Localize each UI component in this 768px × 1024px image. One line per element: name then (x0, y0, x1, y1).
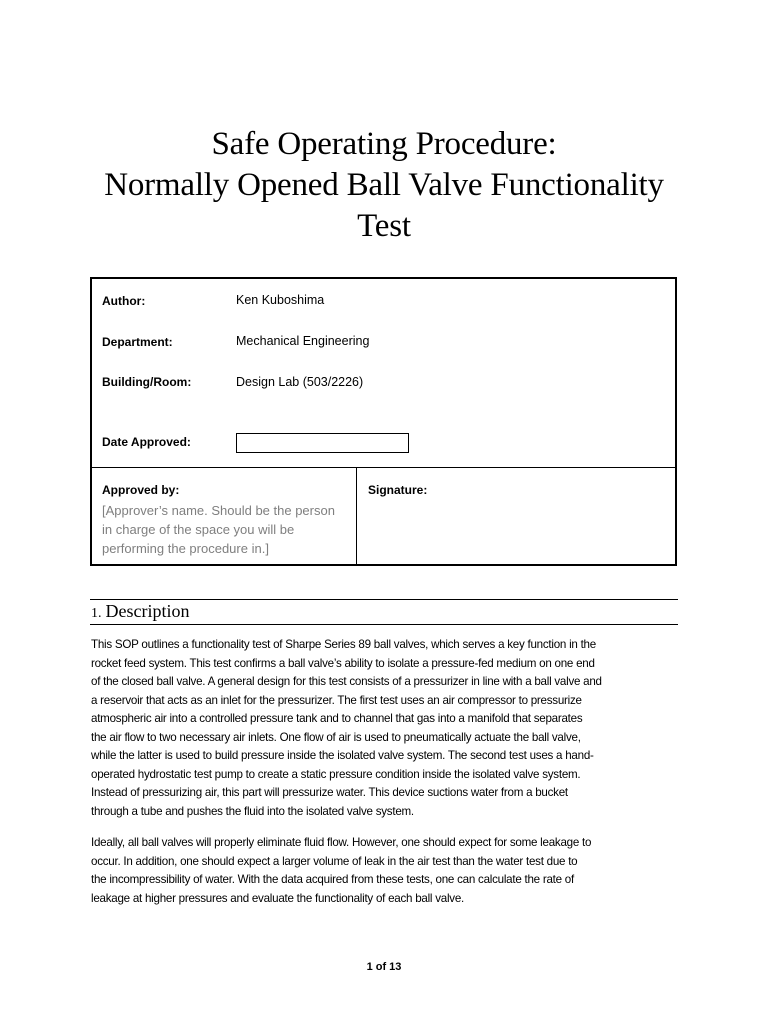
paragraph-line: This SOP outlines a functionality test of Sharpe Series 89 ball valves, which serves a key function in the (91, 638, 596, 651)
author-value: Ken Kuboshima (236, 293, 325, 307)
paragraph-line: a reservoir that acts as an inlet for the pressurizer. The first test uses an air compressor to pressurize (91, 693, 582, 707)
title-line: Test (357, 208, 411, 244)
document-title (0, 124, 768, 247)
paragraph-line: through a tube and pushes the fluid into the isolated valve system. (91, 804, 414, 818)
paragraph-line: while the latter is used to build pressure inside the isolated valve system. The second test uses a hand- (91, 749, 594, 762)
page-number: 1 of 13 (366, 961, 402, 973)
section-number: 1. (91, 606, 102, 621)
section-divider-top (90, 599, 678, 600)
title-line: Normally Opened Ball Valve Functionality (104, 167, 664, 203)
department-label: Department: (102, 335, 173, 349)
building-room-value: Design Lab (503/2226) (236, 375, 364, 389)
paragraph-line: operated hydrostatic test pump to create a static pressure condition inside the isolated valve system. (91, 767, 581, 781)
paragraph-line: of the closed ball valve. A general design for this test consists of a pressurizer in line with a ball valve and (91, 675, 602, 688)
sop-info-details (92, 279, 675, 468)
author-label: Author: (102, 294, 146, 308)
paragraph-line: Instead of pressurizing air, this part will pressurize water. This device suctions water from a bucket (91, 786, 568, 799)
paragraph-line: Ideally, all ball valves will properly eliminate fluid flow. However, one should expect for some leakage to (91, 836, 592, 849)
description-paragraph (91, 636, 681, 821)
date-approved-field[interactable] (236, 433, 409, 453)
paragraph-line: leakage at higher pressures and evaluate the functionality of each ball valve. (91, 891, 465, 905)
paragraph-line: occur. In addition, one should expect a larger volume of leak in the air test than the water test due to (91, 854, 578, 868)
paragraph-line: atmospheric air into a controlled pressure tank and to channel that gas into a manifold that separates (91, 712, 583, 725)
description-paragraph (91, 834, 681, 908)
date-approved-label: Date Approved: (102, 435, 191, 449)
section-heading (91, 601, 189, 622)
signature-cell (357, 468, 675, 564)
sop-info-table (90, 277, 677, 566)
title-line: Safe Operating Procedure: (211, 126, 557, 162)
approved-by-label: Approved by: (102, 483, 180, 497)
section-divider-bottom (90, 624, 678, 625)
approved-by-placeholder[interactable]: [Approver’s name. Should be the person in charge of the space you will be performing the procedure in.] (102, 503, 335, 556)
paragraph-line: the air flow to two necessary air inlets. One flow of air is used to pneumatically actuate the ball valve, (91, 730, 581, 744)
paragraph-line: rocket feed system. This test confirms a ball valve’s ability to isolate a pressure-fed medium on one end (91, 656, 595, 670)
paragraph-line: the incompressibility of water. With the data acquired from these tests, one can calculate the rate of (91, 873, 574, 886)
department-value: Mechanical Engineering (236, 334, 370, 348)
building-room-label: Building/Room: (102, 375, 192, 389)
approved-by-cell (92, 468, 357, 564)
signature-label: Signature: (368, 483, 428, 497)
section-title: Description (105, 601, 190, 621)
